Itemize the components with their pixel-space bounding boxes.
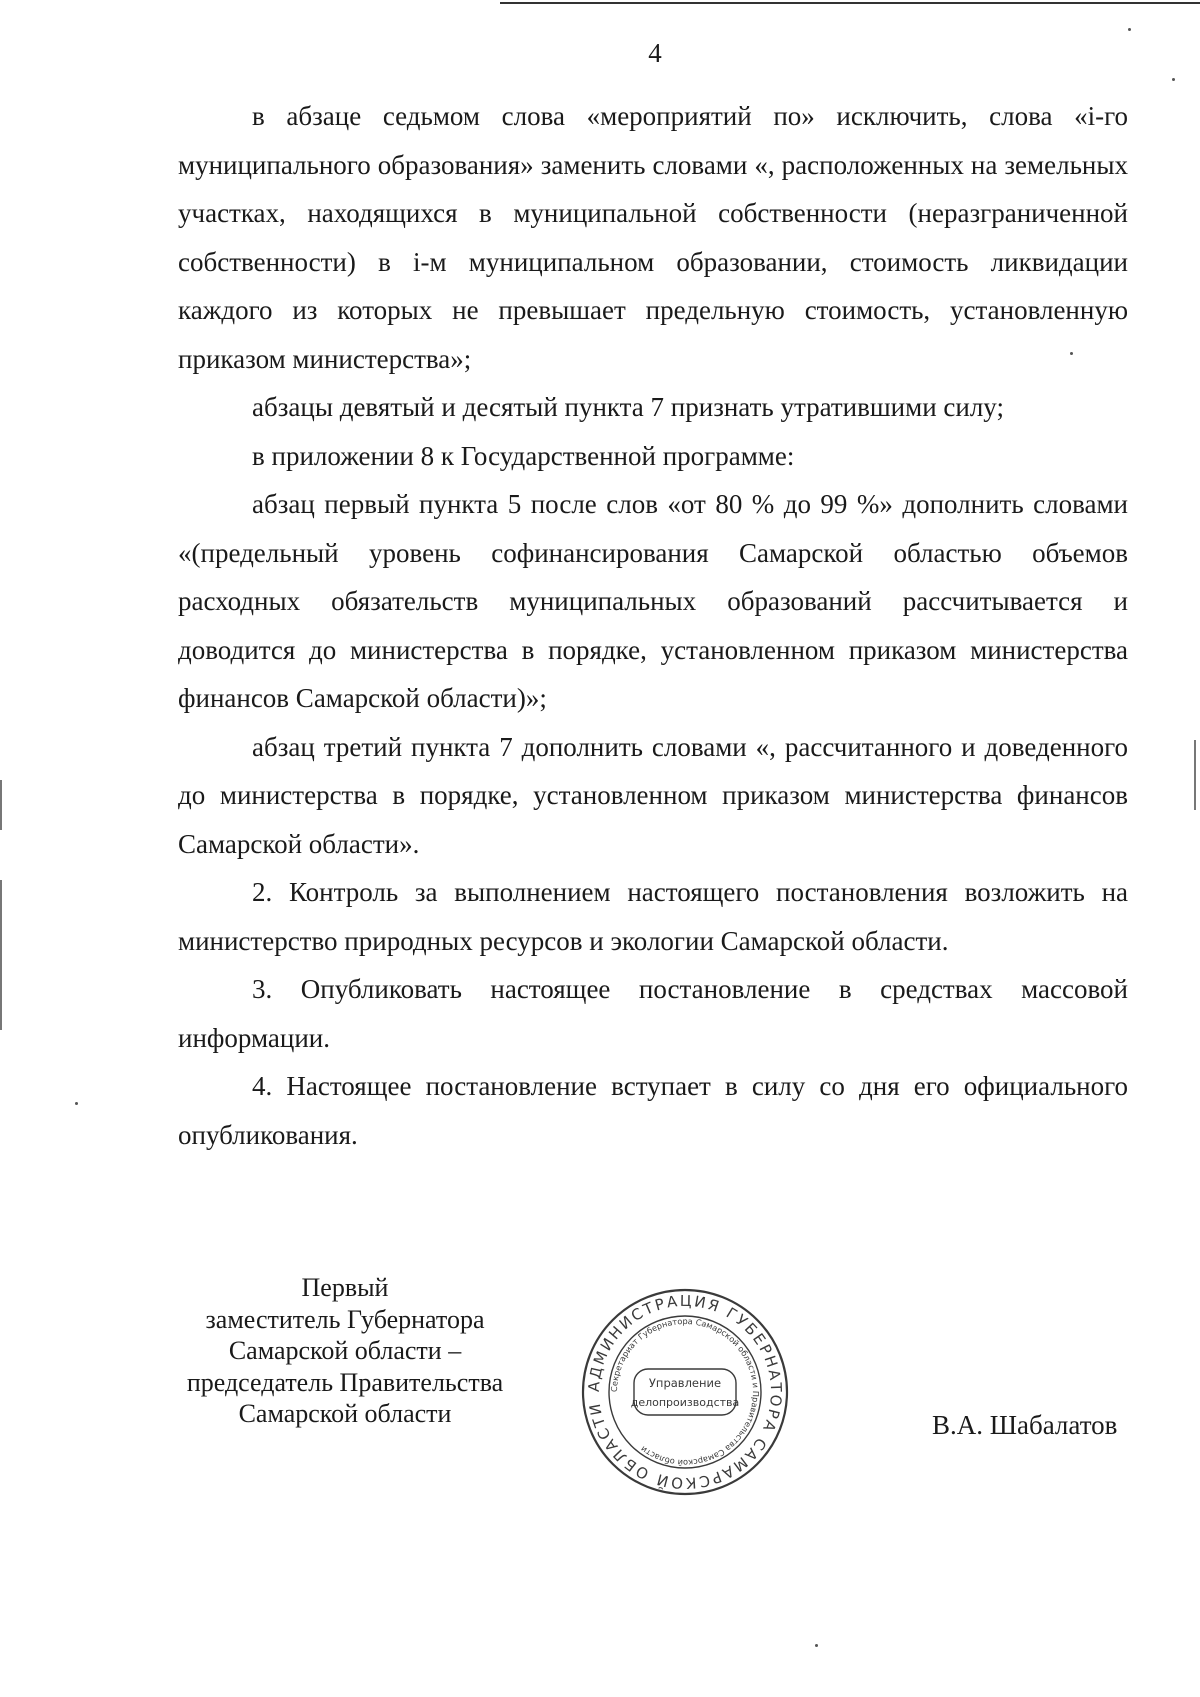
signer-title-line: Самарской области	[238, 1399, 452, 1428]
margin-mark	[0, 880, 2, 1030]
paragraph-3: в приложении 8 к Государственной программе:	[252, 440, 795, 471]
scan-speck	[1128, 28, 1131, 31]
paragraph-5: абзац третий пункта 7 дополнить словами «, рассчитанного и доведенного до министерства в порядке, установленном приказом министерства финансов Самарской области».	[178, 731, 1128, 859]
signer-title-line: заместитель Губернатора	[205, 1304, 485, 1334]
page-number: 4	[648, 38, 662, 68]
paragraph-7: 3. Опубликовать настоящее постановление в средствах массовой информации.	[178, 974, 1128, 1053]
paragraph-2: абзацы девятый и десятый пункта 7 признать утратившими силу;	[252, 392, 1004, 422]
seal-center-line-2: делопроизводства	[630, 1396, 740, 1409]
seal-center-line-1: Управление	[648, 1376, 722, 1390]
signer-title-line: Первый	[301, 1273, 389, 1302]
seal-outer-text: АДМИНИСТРАЦИЯ ГУБЕРНАТОРА САМАРСКОЙ ОБЛАСТИ	[584, 1291, 786, 1493]
signer-title-line: Самарской области –	[228, 1336, 462, 1365]
signer-title-line: председатель Правительства	[186, 1367, 504, 1397]
scan-speck	[1070, 352, 1073, 355]
scan-speck	[815, 1644, 818, 1647]
paragraph-4: абзац первый пункта 5 после слов «от 80 % до 99 %» дополнить словами «(предельный уровень софинансирования Самарской областью объемов расходных обязательств муниципальных образований рассчитывается и доводится до министерства в порядке, установленном приказом министерства финансов Самарской области)»;	[178, 489, 1128, 713]
scan-speck	[75, 1102, 78, 1105]
paragraph-6: 2. Контроль за выполнением настоящего постановления возложить на министерство природных ресурсов и экологии Самарской области.	[178, 877, 1128, 956]
official-seal-stamp	[578, 1285, 792, 1499]
paragraph-1: в абзаце седьмом слова «мероприятий по» исключить, слова «i-го муниципального образования» заменить словами «, расположенных на земельных участках, находящихся в муниципальной собственности (неразграниченной собственности) в i-м муниципальном образовании, стоимость ликвидации каждого из которых не превышает предельную стоимость, установленную приказом министерства»;	[178, 101, 1128, 374]
margin-mark	[0, 780, 2, 830]
scan-speck	[1172, 78, 1175, 81]
seal-inner-text: Секретариат Губернатора Самарской области и Правительства Самарской области	[608, 1315, 762, 1469]
margin-mark	[1194, 740, 1196, 810]
document-body	[178, 92, 1128, 1159]
signer-name: В.А. Шабалатов	[932, 1410, 1118, 1440]
paragraph-8: 4. Настоящее постановление вступает в силу со дня его официального опубликования.	[178, 1071, 1128, 1150]
top-border-line	[500, 2, 1200, 4]
signer-title	[160, 1272, 530, 1430]
